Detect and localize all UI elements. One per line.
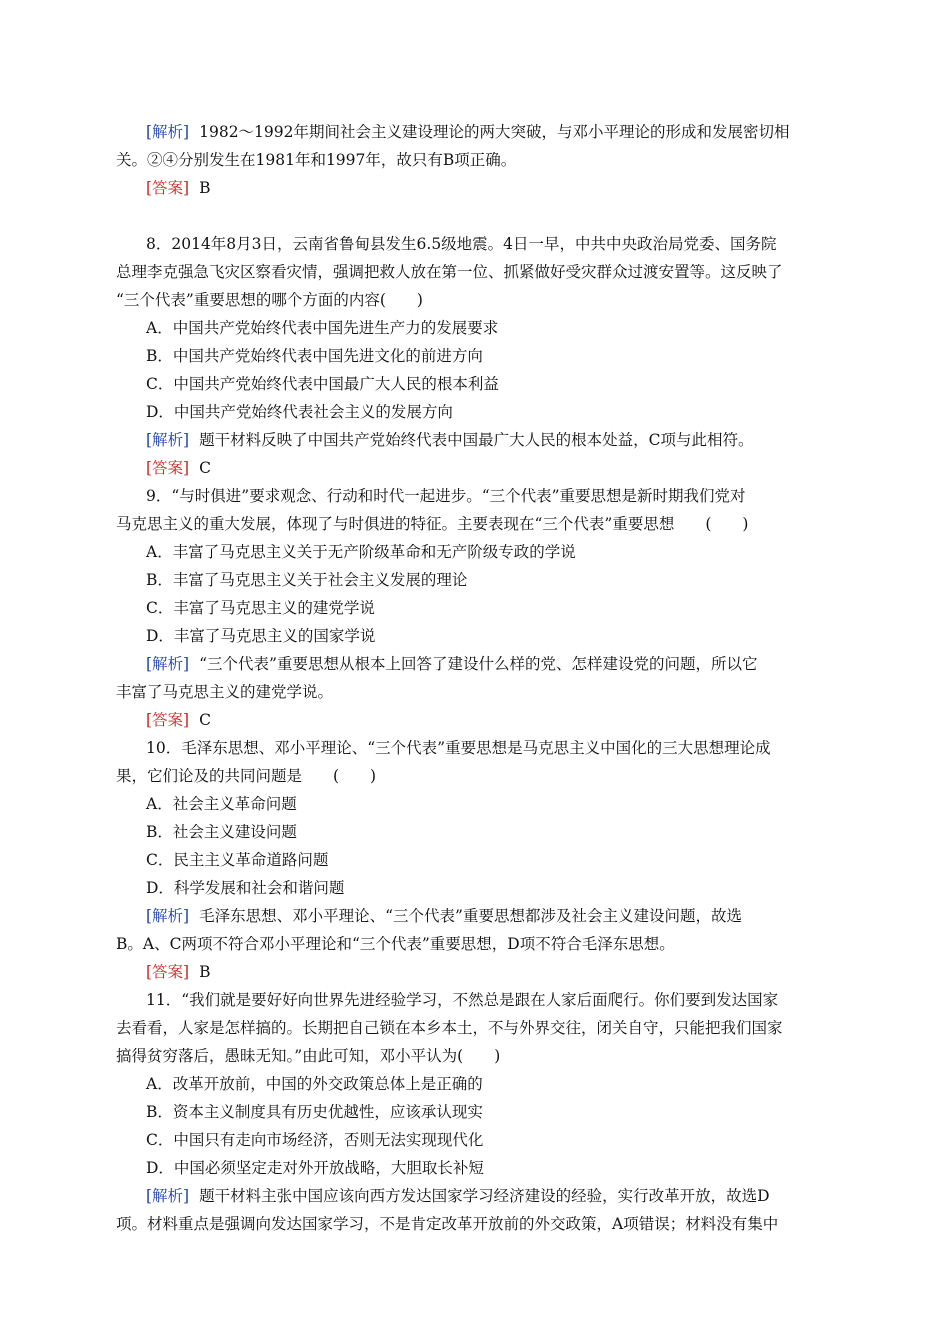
analysis-text: 毛泽东思想、邓小平理论、“三个代表”重要思想都涉及社会主义建设问题，故选 (199, 907, 742, 925)
analysis-tag: [解析] (146, 655, 190, 673)
analysis-paragraph (146, 650, 842, 678)
option-b: B．中国共产党始终代表中国先进文化的前进方向 (146, 347, 483, 365)
answer-value: C (199, 711, 211, 729)
option-c: C．中国共产党始终代表中国最广大人民的根本利益 (146, 375, 499, 393)
analysis-paragraph (146, 118, 842, 146)
text-line: “三个代表”重要思想的哪个方面的内容( ) (116, 291, 423, 309)
analysis-paragraph (146, 426, 842, 454)
text-line: 马克思主义的重大发展，体现了与时俱进的特征。主要表现在“三个代表”重要思想 ( ) (116, 515, 749, 533)
analysis-tag: [解析] (146, 431, 190, 449)
answer-value: B (199, 179, 211, 197)
option-c: C．中国只有走向市场经济，否则无法实现现代化 (146, 1131, 484, 1149)
answer-value: C (199, 459, 211, 477)
answer-tag: [答案] (146, 179, 190, 197)
text-line: 搞得贫穷落后，愚昧无知。”由此可知，邓小平认为( ) (116, 1047, 501, 1065)
text-line: 去看看，人家是怎样搞的。长期把自己锁在本乡本土，不与外界交往，闭关自守，只能把我们国家 (116, 1019, 783, 1037)
option-d: D．中国共产党始终代表社会主义的发展方向 (146, 403, 453, 421)
option-a: A．改革开放前，中国的外交政策总体上是正确的 (146, 1075, 483, 1093)
question-stem: 10．毛泽东思想、邓小平理论、“三个代表”重要思想是马克思主义中国化的三大思想理论成 (146, 739, 771, 757)
analysis-paragraph (146, 902, 842, 930)
option-a: A．中国共产党始终代表中国先进生产力的发展要求 (146, 319, 499, 337)
analysis-paragraph (146, 1182, 842, 1210)
option-d: D．中国必须坚定走对外开放战略，大胆取长补短 (146, 1159, 484, 1177)
answer-value: B (199, 963, 211, 981)
option-b: B．资本主义制度具有历史优越性，应该承认现实 (146, 1103, 483, 1121)
analysis-tag: [解析] (146, 1187, 190, 1205)
analysis-text: 题干材料反映了中国共产党始终代表中国最广大人民的根本处益，C项与此相符。 (199, 431, 754, 449)
analysis-tag: [解析] (146, 907, 190, 925)
question-stem: 8．2014年8月3日，云南省鲁甸县发生6.5级地震。4日一早，中共中央政治局党委、国务院 (146, 235, 777, 253)
option-c: C．民主主义革命道路问题 (146, 851, 329, 869)
option-d: D．科学发展和社会和谐问题 (146, 879, 345, 897)
analysis-text: 题干材料主张中国应该向西方发达国家学习经济建设的经验，实行改革开放，故选D (199, 1187, 770, 1205)
text-line: 总理李克强急飞灾区察看灾情，强调把救人放在第一位、抓紧做好受灾群众过渡安置等。这反映了 (116, 263, 783, 281)
text-line: 关。②④分别发生在1981年和1997年，故只有B项正确。 (116, 151, 517, 169)
option-a: A．社会主义革命问题 (146, 795, 297, 813)
answer-tag: [答案] (146, 711, 190, 729)
text-line: B。A、C两项不符合邓小平理论和“三个代表”重要思想，D项不符合毛泽东思想。 (116, 935, 675, 953)
option-c: C．丰富了马克思主义的建党学说 (146, 599, 375, 617)
answer-line (146, 958, 842, 986)
answer-tag: [答案] (146, 963, 190, 981)
text-line: 丰富了马克思主义的建党学说。 (116, 683, 334, 701)
analysis-text: 1982～1992年期间社会主义建设理论的两大突破，与邓小平理论的形成和发展密切相 (199, 123, 790, 141)
analysis-tag: [解析] (146, 123, 190, 141)
answer-line (146, 706, 842, 734)
answer-line (146, 454, 842, 482)
text-line: 项。材料重点是强调向发达国家学习，不是肯定改革开放前的外交政策，A项错误；材料没有集中 (116, 1215, 779, 1233)
option-a: A．丰富了马克思主义关于无产阶级革命和无产阶级专政的学说 (146, 543, 576, 561)
option-b: B．丰富了马克思主义关于社会主义发展的理论 (146, 571, 468, 589)
answer-tag: [答案] (146, 459, 190, 477)
question-stem: 11．“我们就是要好好向世界先进经验学习，不然总是跟在人家后面爬行。你们要到发达国家 (146, 991, 779, 1009)
analysis-text: “三个代表”重要思想从根本上回答了建设什么样的党、怎样建设党的问题，所以它 (199, 655, 758, 673)
question-stem: 9．“与时俱进”要求观念、行动和时代一起进步。“三个代表”重要思想是新时期我们党对 (146, 487, 746, 505)
option-b: B．社会主义建设问题 (146, 823, 297, 841)
option-d: D．丰富了马克思主义的国家学说 (146, 627, 376, 645)
text-line: 果，它们论及的共同问题是 ( ) (116, 767, 377, 785)
answer-line (146, 174, 842, 202)
